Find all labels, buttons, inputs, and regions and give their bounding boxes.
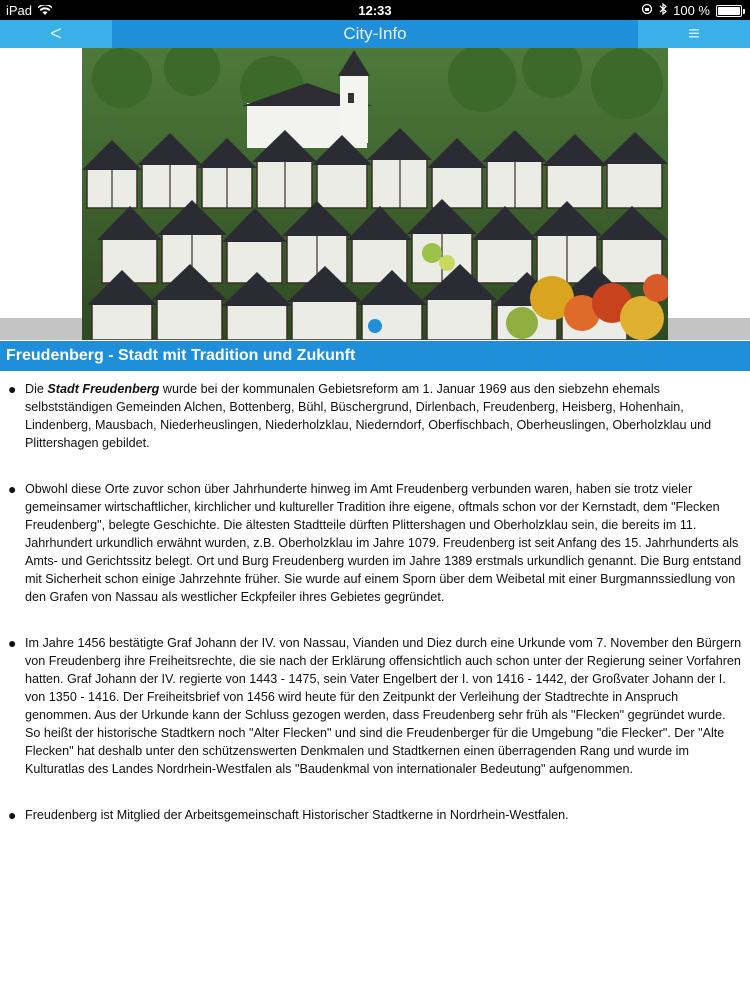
section-title: Freudenberg - Stadt mit Tradition und Zukunft [0, 341, 750, 371]
hero-image[interactable] [82, 48, 668, 340]
battery-icon [716, 5, 742, 17]
list-item [8, 480, 742, 606]
carousel-dot-active[interactable] [368, 319, 382, 333]
paragraph-4: Freudenberg ist Mitglied der Arbeitsgemeinschaft Historischer Stadtkerne in Nordrhein-Westfalen. [25, 808, 569, 822]
p1-prefix: Die [25, 382, 48, 396]
paragraph-3: Im Jahre 1456 bestätigte Graf Johann der IV. von Nassau, Vianden und Diez durch eine Urkunde vom 7. November den Bürgern von Freudenberg ihre Freiheitsrechte, die sie nach der Erklärung offensichtlich auch schon unter der Regierung seiner Vorfahren hatten. Graf Johann der IV. regierte von 1443 - 1475, sein Vater Engelbert der I. von 1416 - 1442, der Großvater Johann der I. von 1350 - 1416. Der Freiheitsbrief von 1456 wird heute für den Zeitpunkt der Verleihung der Stadtrechte in Anspruch genommen. Aus der Urkunde kann der Schluss gezogen werden, dass Freudenberg sehr früh als "Flecken" gegründet wurde. So heißt der historische Stadtkern noch "Alter Flecken" und sind die Freudenberger für die Umgebung "die Flecker". Der "Alte Flecken" hat deshalb unter den schützenswerten Denkmalen und Stadtkernen einen überragenden Rang und wurde im Kulturatlas des Landes Nordrhein-Westfalen als "Baudenkmal von internationaler Bedeutung" aufgenommen. [25, 636, 742, 776]
p1-rest: wurde bei der kommunalen Gebietsreform am 1. Januar 1969 aus den siebzehn ehemals selbstständigen Gemeinden Alchen, Bottenberg, Bühl, Büschergrund, Dirlenbach, Freudenberg, Heisberg, Hohenhain, Lindenberg, Mausbach, Niederheuslingen, Niederholzklau, Niederndorf, Oberfischbach, Oberheuslingen, Oberholzklau und Plittershagen gebildet. [25, 382, 712, 450]
status-bar [0, 0, 750, 20]
status-time: 12:33 [358, 3, 392, 18]
carousel-dots [0, 319, 750, 333]
bullet-icon: ● [8, 635, 17, 651]
menu-button[interactable] [638, 20, 750, 48]
lock-rotation-icon [641, 3, 653, 18]
paragraph-2: Obwohl diese Orte zuvor schon über Jahrhunderte hinweg im Amt Freudenberg verbunden waren, haben sie trotz vieler gemeinsamer wirtschaftlicher, kirchlicher und kultureller Tradition ihre eigene, oftmals schon vor der Kernstadt, dem "Flecken Freudenberg", belegte Geschichte. Die ältesten Stadtteile dürften Plittershagen und Oberholzklau sein, die bereits im 11. Jahrhundert urkundlich erwähnt wurden, z.B. Oberholzklau im Jahre 1079. Freudenberg ist seit Anfang des 15. Jahrhunderts als Amts- und Gerichtssitz belegt. Ort und Burg Freudenberg wurden im Jahre 1389 erstmals urkundlich genannt. Die Burg entstand mit Sicherheit schon einige Jahrzehnte früher. Sie wurde auf einem Sporn über dem Weibetal mit einer Burgmannssiedlung von den Grafen von Nassau als westlicher Eckpfeiler ihres Gebietes gegründet. [25, 482, 742, 604]
paragraph-1 [25, 380, 742, 452]
content [0, 380, 750, 842]
nav-bar [0, 20, 750, 48]
list-item [8, 380, 742, 452]
town-illustration [82, 48, 668, 340]
status-right [641, 3, 742, 18]
nav-title: City-Info [343, 24, 407, 43]
menu-icon: ≡ [688, 22, 700, 45]
device-label: iPad [6, 3, 33, 18]
list-item [8, 634, 742, 778]
bullet-icon: ● [8, 807, 17, 823]
p1-bold-city: Stadt Freudenberg [47, 382, 160, 396]
bluetooth-icon [659, 3, 667, 18]
bullet-icon: ● [8, 381, 17, 397]
back-chevron-icon: < [50, 22, 62, 45]
list-item [8, 806, 742, 824]
battery-label: 100 % [673, 3, 710, 18]
bullet-icon: ● [8, 481, 17, 497]
back-button[interactable] [0, 20, 112, 48]
